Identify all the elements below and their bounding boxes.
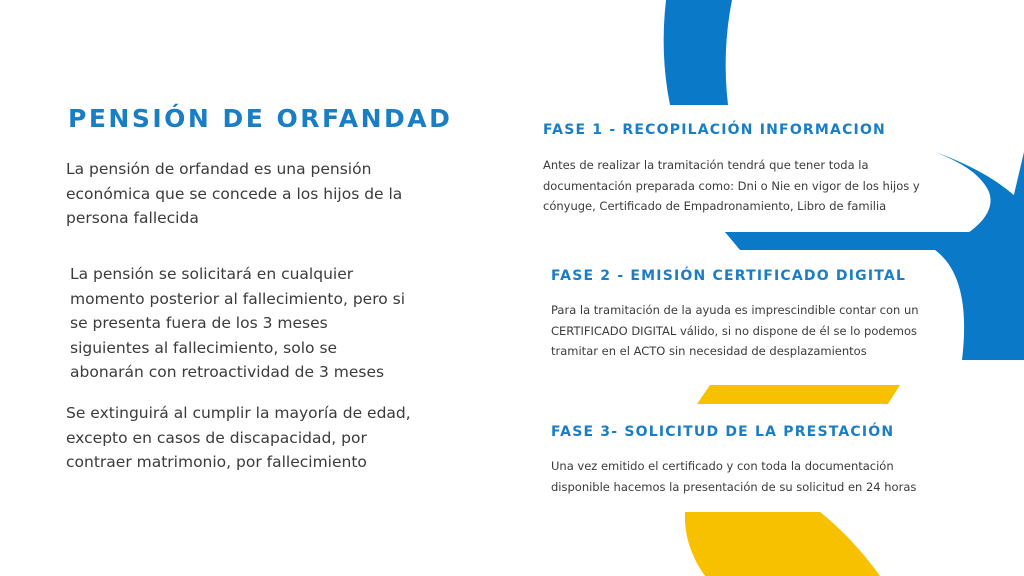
page-title: PENSIÓN DE ORFANDAD [68,104,453,133]
phase-2-title: FASE 2 - EMISIÓN CERTIFICADO DIGITAL [551,268,907,284]
phase-1-title: FASE 1 - RECOPILACIÓN INFORMACION [543,122,886,138]
phase-3-text: Una vez emitido el certificado y con toda la documentación disponible hacemos la presentación de su solicitud en 24 horas [551,459,917,494]
phase-2-text: Para la tramitación de la ayuda es imprescindible contar con un CERTIFICADO DIGITAL válido, si no dispone de él se lo podemos tramitar en el ACTO sin necesidad de desplazamientos [551,303,919,358]
phase-3-title: FASE 3- SOLICITUD DE LA PRESTACIÓN [551,424,895,440]
intro-paragraph: La pensión de orfandad es una pensión económica que se concede a los hijos de la persona fallecida [66,160,403,227]
extinction-paragraph: Se extinguirá al cumplir la mayoría de edad, excepto en casos de discapacidad, por contraer matrimonio, por fallecimiento [66,404,411,471]
blue-arc-top [664,0,732,105]
yellow-band [697,385,900,404]
yellow-arc-bottom [685,512,880,576]
request-paragraph: La pensión se solicitará en cualquier momento posterior al fallecimiento, pero si se presenta fuera de los 3 meses siguientes al fallecimiento, solo se abonarán con retroactividad de 3 meses [70,265,406,381]
phase-1-text: Antes de realizar la tramitación tendrá que tener toda la documentación preparada como: Dni o Nie en vigor de los hijos y cónyuge, Certificado de Empadronamiento, Libro de familia [543,158,920,213]
